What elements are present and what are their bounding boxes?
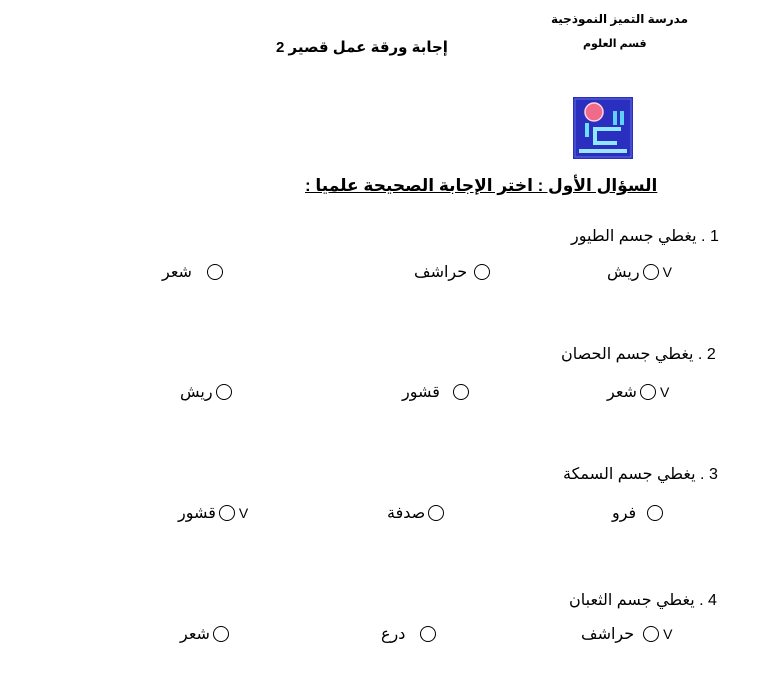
radio-circle-icon[interactable] (643, 264, 659, 280)
school-name: مدرسة التميز النموذجية (551, 12, 689, 26)
radio-circle-icon[interactable] (216, 384, 232, 400)
worksheet-title: إجابة ورقة عمل قصير 2 (276, 39, 448, 56)
section-heading: السؤال الأول : اختر الإجابة الصحيحة علميا : (305, 176, 658, 195)
option-label: فرو (612, 505, 637, 522)
checkmark: V (659, 384, 670, 400)
option-label: ريش (180, 384, 213, 401)
checkmark: V (663, 626, 673, 642)
radio-circle-icon[interactable] (213, 626, 229, 642)
radio-circle-icon[interactable] (640, 384, 656, 400)
option-answer[interactable] (581, 624, 672, 644)
option[interactable] (402, 382, 472, 402)
option-answer[interactable] (607, 262, 672, 282)
option[interactable] (387, 503, 447, 523)
option-label: شعر (607, 384, 637, 401)
option-label: قشور (178, 505, 216, 522)
option-label: حراشف (581, 626, 635, 643)
radio-circle-icon[interactable] (643, 626, 659, 642)
department-name: قسم العلوم (583, 38, 647, 50)
school-logo-icon (573, 97, 633, 159)
checkmark: V (238, 505, 249, 521)
option[interactable] (612, 503, 666, 523)
question-text: 1 . يغطي جسم الطيور (571, 228, 719, 245)
radio-circle-icon[interactable] (428, 505, 444, 521)
option[interactable] (381, 624, 439, 644)
option-label: درع (381, 626, 406, 643)
option-label: صدفة (387, 505, 426, 522)
option-label: قشور (402, 384, 440, 401)
question-text: 2 . يغطي جسم الحصان (561, 346, 716, 363)
radio-circle-icon[interactable] (474, 264, 490, 280)
option-label: ريش (607, 264, 640, 281)
question-text: 3 . يغطي جسم السمكة (563, 466, 718, 483)
radio-circle-icon[interactable] (420, 626, 436, 642)
option[interactable] (180, 624, 232, 644)
radio-circle-icon[interactable] (219, 505, 235, 521)
radio-circle-icon[interactable] (647, 505, 663, 521)
option-label: شعر (162, 264, 192, 281)
option[interactable] (162, 262, 226, 282)
option-label: حراشف (414, 264, 468, 281)
checkmark: V (662, 264, 672, 280)
option-answer[interactable] (607, 382, 669, 402)
option[interactable] (180, 382, 235, 402)
question-text: 4 . يغطي جسم الثعبان (569, 592, 717, 609)
radio-circle-icon[interactable] (453, 384, 469, 400)
radio-circle-icon[interactable] (207, 264, 223, 280)
option-answer[interactable] (178, 503, 248, 523)
option-label: شعر (180, 626, 210, 643)
option[interactable] (414, 262, 493, 282)
